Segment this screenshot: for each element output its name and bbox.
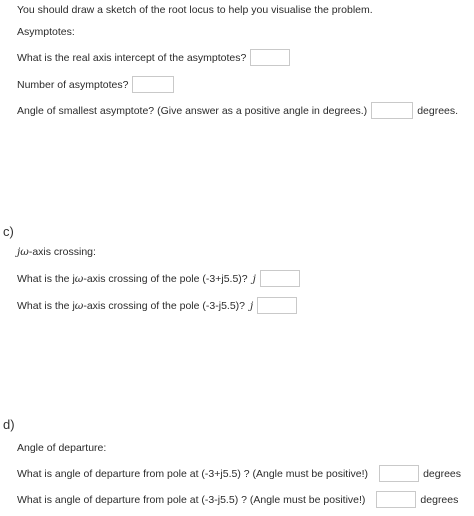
jw-upper-prefix: What is the j [17, 272, 75, 285]
departure-upper-label: What is angle of departure from pole at (-3+j5.5) ? (Angle must be positive!) [17, 467, 369, 480]
jw-lower-omega: ω [74, 299, 84, 312]
jw-upper-omega: ω [74, 272, 84, 285]
asymptotes-heading-label: Asymptotes: [17, 26, 75, 38]
jw-crossing-lower-question [17, 297, 297, 314]
asymptote-count-label: Number of asymptotes? [17, 78, 129, 91]
jw-heading-suffix: -axis crossing: [28, 246, 96, 258]
departure-heading [17, 442, 106, 454]
jw-crossing-upper-question [17, 270, 300, 287]
asymptote-count-input[interactable] [132, 76, 174, 93]
jw-crossing-heading [17, 246, 96, 258]
jw-heading-j: j [17, 246, 21, 258]
jw-crossing-upper-input[interactable] [260, 270, 300, 287]
jw-lower-j: j [250, 299, 254, 312]
jw-crossing-lower-input[interactable] [257, 297, 297, 314]
departure-upper-question [17, 465, 461, 482]
asymptote-intercept-input[interactable] [250, 49, 290, 66]
smallest-asymptote-angle-input[interactable] [371, 102, 413, 119]
jw-upper-j: j [252, 272, 256, 285]
intro-text-label: You should draw a sketch of the root locus to help you visualise the problem. [17, 4, 373, 16]
jw-upper-suffix: -axis crossing of the pole (-3+j5.5)? [83, 272, 248, 285]
departure-lower-input[interactable] [376, 491, 416, 508]
section-c-label: c) [3, 224, 14, 239]
intro-text [17, 4, 373, 16]
departure-upper-unit: degrees [423, 467, 462, 480]
departure-lower-question [17, 491, 458, 508]
departure-lower-unit: degrees [420, 493, 459, 506]
smallest-asymptote-angle-unit: degrees. [417, 104, 459, 117]
asymptote-count-question [17, 76, 174, 93]
asymptotes-heading [17, 26, 75, 38]
asymptote-intercept-question [17, 49, 290, 66]
asymptote-intercept-label: What is the real axis intercept of the asymptotes? [17, 51, 247, 64]
section-d-label: d) [3, 417, 15, 432]
jw-lower-suffix: -axis crossing of the pole (-3-j5.5)? [83, 299, 245, 312]
departure-lower-label: What is angle of departure from pole at (-3-j5.5) ? (Angle must be positive!) [17, 493, 366, 506]
departure-upper-input[interactable] [379, 465, 419, 482]
jw-heading-omega: ω [20, 246, 29, 258]
departure-heading-label: Angle of departure: [17, 442, 107, 454]
smallest-asymptote-angle-label: Angle of smallest asymptote? (Give answer as a positive angle in degrees.) [17, 104, 368, 117]
jw-lower-prefix: What is the j [17, 299, 75, 312]
smallest-asymptote-angle-question [17, 102, 458, 119]
